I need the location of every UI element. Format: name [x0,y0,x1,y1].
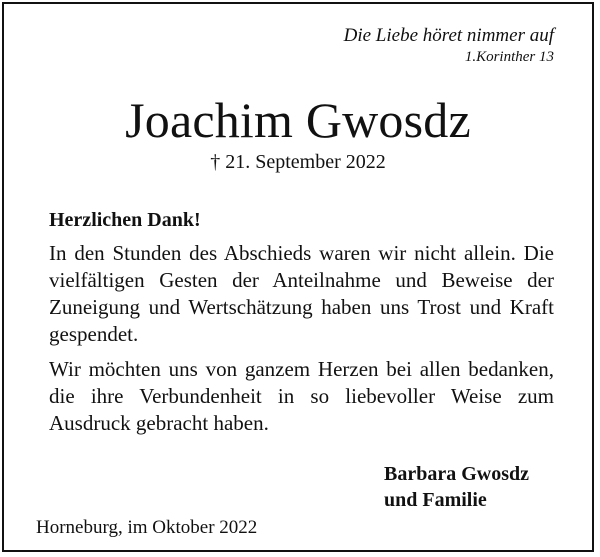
thanks-heading: Herzlichen Dank! [49,209,201,231]
signature-line-1: Barbara Gwosdz [384,463,529,485]
epigraph [344,24,554,67]
deceased-name: Joachim Gwosdz [125,92,471,148]
place-date: Horneburg, im Oktober 2022 [36,517,258,538]
signature [384,461,529,513]
obituary-card [2,2,594,552]
thanks-paragraph-1: In den Stunden des Abschieds waren wir nicht allein. Die vielfältigen Gesten der Anteilnahme und Beweise der Zuneigung und Wertschätzung haben uns Trost und Kraft gespendet. [49,241,554,346]
death-date: † 21. September 2022 [210,151,386,173]
epigraph-quote: Die Liebe höret nimmer auf [343,25,554,46]
epigraph-reference: 1.Korinther 13 [464,49,554,65]
signature-line-2: und Familie [384,489,487,511]
thanks-paragraph-2: Wir möchten uns von ganzem Herzen bei allen bedanken, die ihre Verbundenheit in so liebevoller Weise zum Ausdruck gebracht haben. [49,357,554,435]
